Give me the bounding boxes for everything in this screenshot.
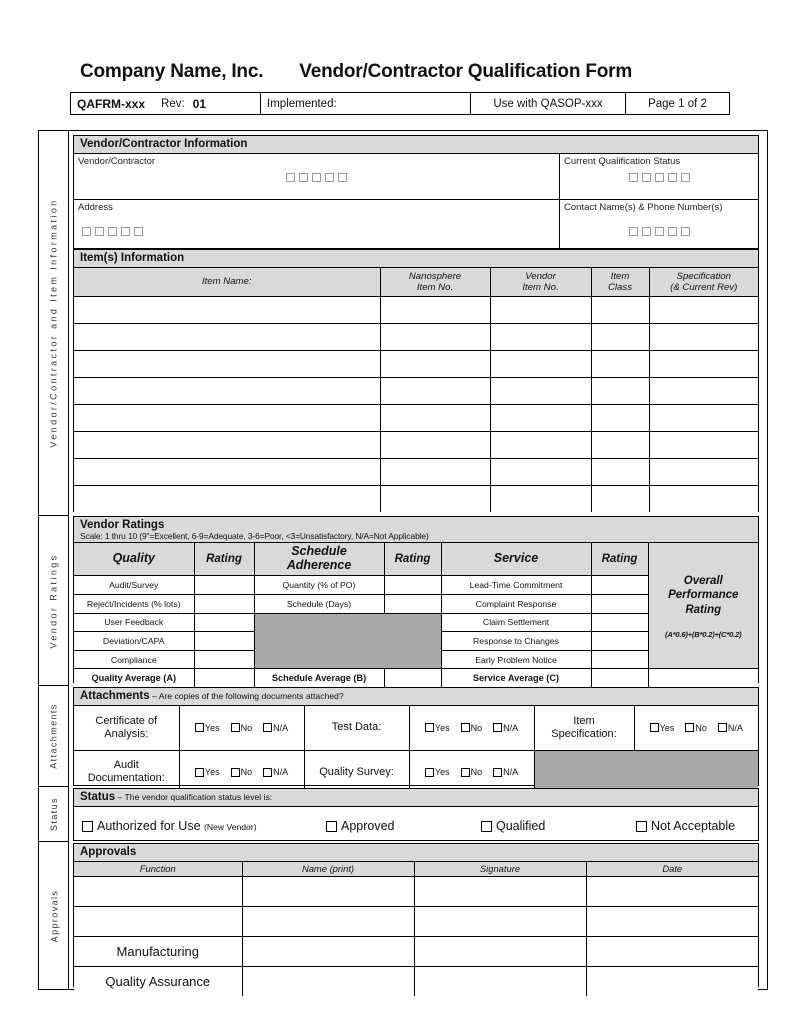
approval-signature-2[interactable] [414, 906, 586, 936]
attachment-choices-certificate-of-analysis [179, 706, 304, 750]
checkbox-coa-no[interactable] [231, 723, 253, 733]
placeholder-box [655, 227, 664, 236]
approval-signature-1[interactable] [414, 876, 586, 906]
schedule-average-label: Schedule Average (B) [254, 669, 384, 688]
checkbox-testdata-na[interactable] [493, 723, 518, 733]
items-col-item-class: Item Class [591, 268, 649, 296]
rail-segment-vendor-item [39, 131, 69, 516]
checkbox-label: No [470, 722, 483, 733]
vendor-information-heading: Vendor/Contractor Information [74, 136, 758, 154]
cell-vendor-no[interactable] [490, 431, 591, 458]
attachments-heading [74, 688, 758, 706]
schedule-average-input[interactable] [384, 669, 441, 688]
checkbox-itemspec-yes[interactable] [650, 723, 675, 733]
ratings-col-schedule-rating: Rating [384, 543, 441, 576]
page-number-label: Page 1 of 2 [648, 97, 707, 110]
cell-vendor-no[interactable] [490, 485, 591, 512]
checkbox-label: Yes [659, 722, 675, 733]
page-title [80, 58, 730, 86]
cell-item-class[interactable] [591, 350, 649, 377]
vendor-ratings-heading [74, 517, 758, 543]
cell-specification[interactable] [649, 377, 758, 404]
checkbox-label: N/A [503, 722, 519, 733]
table-row[interactable] [74, 404, 758, 431]
ratings-averages-row [74, 669, 758, 688]
checkbox-icon[interactable] [326, 821, 337, 832]
status-option-qualified[interactable] [481, 819, 636, 833]
placeholder-box [312, 173, 321, 182]
status-heading-text: Status [80, 791, 116, 803]
checkbox-label: Yes [434, 767, 450, 778]
form-sections-column [69, 131, 767, 989]
section-vendor-information [73, 135, 759, 249]
cell-vendor-no[interactable] [490, 350, 591, 377]
service-criterion-early-problem-notice: Early Problem Notice [441, 650, 591, 669]
attachments-heading-text: Attachments [80, 690, 150, 702]
company-name: Company Name, Inc. [80, 61, 264, 82]
placeholder-box [325, 173, 334, 182]
approval-function-quality-assurance: Quality Assurance [74, 966, 242, 996]
checkbox-icon[interactable] [493, 723, 502, 732]
implemented-label: Implemented: [267, 97, 337, 110]
checkbox-audit-no[interactable] [231, 767, 253, 777]
revision-label: Rev: [161, 97, 185, 110]
approval-function-1[interactable] [74, 876, 242, 906]
rail-segment-status [39, 787, 69, 842]
attachment-label-certificate-of-analysis: Certificate of Analysis: [74, 706, 179, 750]
ratings-col-schedule-adherence: Schedule Adherence [254, 543, 384, 576]
approval-name-1[interactable] [242, 876, 414, 906]
checkbox-icon[interactable] [195, 723, 204, 732]
items-table [74, 268, 758, 512]
cell-item-class[interactable] [591, 323, 649, 350]
attachment-label-test-data: Test Data: [304, 706, 409, 750]
form-body-frame [38, 130, 768, 990]
attachment-label-quality-survey: Quality Survey: [304, 750, 409, 794]
revision-value: 01 [192, 96, 207, 111]
cell-item-class[interactable] [591, 485, 649, 512]
attachments-heading-sub: – Are copies of the following documents attached? [149, 691, 344, 701]
quality-average-input[interactable] [194, 669, 254, 688]
checkbox-icon[interactable] [263, 768, 272, 777]
cell-item-name[interactable] [74, 404, 380, 431]
quality-rating-input-2[interactable] [194, 594, 254, 613]
placeholder-box [134, 227, 143, 236]
checkbox-icon[interactable] [636, 821, 647, 832]
cell-nanosphere-no[interactable] [380, 323, 490, 350]
cell-nanosphere-no[interactable] [380, 458, 490, 485]
service-average-label: Service Average (C) [441, 669, 591, 688]
vendor-information-grid [74, 154, 758, 250]
rail-label-vendor-ratings: Vendor Ratings [49, 552, 59, 649]
placeholder-box [655, 173, 664, 182]
items-col-item-name: Item Name: [74, 268, 380, 296]
approvals-col-name: Name (print) [242, 862, 414, 876]
placeholder-box [642, 227, 651, 236]
approval-name-2[interactable] [242, 906, 414, 936]
attachment-label-item-specification: Item Specification: [534, 706, 634, 750]
ratings-header-row [74, 543, 758, 576]
vendor-ratings-scale: Scale: 1 thru 10 (9"=Excellent, 6-9=Adequate, 3-6=Poor, <3=Unsatisfactory, N/A=Not Applicable) [80, 530, 429, 541]
use-with-label: Use with QASOP-xxx [493, 97, 603, 110]
overall-performance-rating-cell [648, 543, 758, 669]
schedule-rating-input-1[interactable] [384, 576, 441, 595]
current-qualification-status-field[interactable] [560, 154, 758, 199]
placeholder-box [629, 227, 638, 236]
status-option-label: Authorized for Use (New Vendor) [97, 819, 257, 834]
cell-nanosphere-no[interactable] [380, 485, 490, 512]
status-option-label: Approved [341, 819, 395, 834]
table-row [74, 966, 758, 996]
status-option-authorized-for-use[interactable] [82, 819, 326, 833]
service-rating-input-1[interactable] [591, 576, 648, 595]
section-attachments [73, 687, 759, 786]
page-number-cell [626, 93, 729, 114]
checkbox-label: N/A [503, 767, 519, 778]
checkbox-audit-yes[interactable] [195, 767, 220, 777]
quality-criterion-user-feedback: User Feedback [74, 613, 194, 632]
service-criterion-complaint-response: Complaint Response [441, 594, 591, 613]
table-row[interactable] [74, 377, 758, 404]
vendor-contractor-label: Vendor/Contractor [78, 156, 156, 168]
section-status [73, 788, 759, 841]
checkbox-label: Yes [434, 722, 450, 733]
cell-item-name[interactable] [74, 431, 380, 458]
checkbox-label: No [240, 767, 253, 778]
document-id: QAFRM-xxx [77, 96, 146, 111]
checkbox-label: No [470, 767, 483, 778]
cell-nanosphere-no[interactable] [380, 431, 490, 458]
checkbox-label: N/A [273, 722, 289, 733]
placeholder-box [629, 173, 638, 182]
quality-criterion-reject-incidents: Reject/Incidents (% lots) [74, 594, 194, 613]
attachment-choices-item-specification [634, 706, 758, 750]
checkbox-icon[interactable] [231, 768, 240, 777]
placeholder-box [668, 227, 677, 236]
checkbox-testdata-yes[interactable] [425, 723, 450, 733]
quality-rating-input-3[interactable] [194, 613, 254, 632]
checkbox-qsurvey-no[interactable] [461, 767, 483, 777]
rail-segment-approvals [39, 842, 69, 989]
address-field[interactable] [74, 200, 560, 250]
document-header-bar [70, 92, 730, 115]
checkbox-icon[interactable] [685, 723, 694, 732]
cell-item-class[interactable] [591, 296, 649, 323]
cell-item-class[interactable] [591, 404, 649, 431]
schedule-criterion-quantity: Quantity (% of PO) [254, 576, 384, 595]
checkbox-itemspec-na[interactable] [718, 723, 743, 733]
cell-vendor-no[interactable] [490, 323, 591, 350]
status-heading [74, 789, 758, 807]
table-row[interactable] [74, 296, 758, 323]
placeholder-box [338, 173, 347, 182]
cell-vendor-no[interactable] [490, 377, 591, 404]
quality-criterion-deviation-capa: Deviation/CAPA [74, 632, 194, 651]
document-id-cell [71, 93, 261, 114]
placeholder-box [82, 227, 91, 236]
status-heading-sub: – The vendor qualification status level is: [115, 792, 273, 802]
placeholder-box [681, 227, 690, 236]
cell-specification[interactable] [649, 350, 758, 377]
overall-performance-rating-title: Overall Performance Rating [668, 574, 739, 616]
rail-label-status: Status [49, 797, 60, 831]
use-with-cell [471, 93, 626, 114]
items-table-body [74, 296, 758, 512]
cell-nanosphere-no[interactable] [380, 350, 490, 377]
service-criterion-lead-time: Lead-Time Commitment [441, 576, 591, 595]
cell-nanosphere-no[interactable] [380, 296, 490, 323]
checkbox-label: N/A [273, 767, 289, 778]
approvals-table [74, 862, 758, 996]
section-approvals [73, 843, 759, 987]
approval-signature-manufacturing[interactable] [414, 936, 586, 966]
address-label: Address [78, 202, 113, 214]
service-criterion-response-to-changes: Response to Changes [441, 632, 591, 651]
attachments-table [74, 706, 758, 794]
contact-placeholder-boxes [564, 227, 754, 236]
quality-rating-input-4[interactable] [194, 632, 254, 651]
checkbox-coa-yes[interactable] [195, 723, 220, 733]
items-col-nanosphere-item-no: Nanosphere Item No. [380, 268, 490, 296]
approval-signature-quality-assurance[interactable] [414, 966, 586, 996]
service-rating-input-2[interactable] [591, 594, 648, 613]
placeholder-box [668, 173, 677, 182]
cell-item-name[interactable] [74, 458, 380, 485]
overall-rating-input[interactable] [648, 669, 758, 688]
table-row [74, 876, 758, 906]
table-row[interactable] [74, 431, 758, 458]
status-option-not-acceptable[interactable] [636, 819, 735, 833]
approval-function-2[interactable] [74, 906, 242, 936]
cell-item-name[interactable] [74, 296, 380, 323]
quality-average-label: Quality Average (A) [74, 669, 194, 688]
cell-vendor-no[interactable] [490, 296, 591, 323]
placeholder-box [642, 173, 651, 182]
checkbox-icon[interactable] [650, 723, 659, 732]
vendor-contractor-field[interactable] [74, 154, 560, 199]
approvals-col-function: Function [74, 862, 242, 876]
approval-name-quality-assurance[interactable] [242, 966, 414, 996]
contact-field[interactable] [560, 200, 758, 250]
vendor-information-row-1 [74, 154, 758, 200]
items-table-header-row [74, 268, 758, 296]
implemented-field[interactable] [261, 93, 471, 114]
ratings-col-service: Service [441, 543, 591, 576]
placeholder-box [121, 227, 130, 236]
service-rating-input-4[interactable] [591, 632, 648, 651]
cell-item-class[interactable] [591, 458, 649, 485]
quality-criterion-compliance: Compliance [74, 650, 194, 669]
checkbox-qsurvey-na[interactable] [493, 767, 518, 777]
approvals-heading: Approvals [74, 844, 758, 862]
vendor-information-row-2 [74, 200, 758, 250]
cell-item-name[interactable] [74, 377, 380, 404]
cell-vendor-no[interactable] [490, 458, 591, 485]
approval-date-2[interactable] [586, 906, 758, 936]
vendor-ratings-heading-text: Vendor Ratings [80, 519, 165, 531]
overall-performance-formula: (A*0.6)+(B*0.2)+(C*0.2) [665, 630, 742, 639]
contact-label: Contact Name(s) & Phone Number(s) [564, 202, 723, 214]
checkbox-label: Yes [204, 722, 220, 733]
checkbox-testdata-no[interactable] [461, 723, 483, 733]
items-information-heading: Item(s) Information [74, 250, 758, 268]
cell-item-name[interactable] [74, 485, 380, 512]
attachments-row-1 [74, 706, 758, 750]
quality-criterion-audit-survey: Audit/Survey [74, 576, 194, 595]
items-col-specification: Specification (& Current Rev) [649, 268, 758, 296]
checkbox-audit-na[interactable] [263, 767, 288, 777]
cell-specification[interactable] [649, 485, 758, 512]
checkbox-coa-na[interactable] [263, 723, 288, 733]
service-rating-input-3[interactable] [591, 613, 648, 632]
quality-rating-input-1[interactable] [194, 576, 254, 595]
vendor-contractor-placeholder-boxes [78, 173, 555, 182]
approval-name-manufacturing[interactable] [242, 936, 414, 966]
table-row[interactable] [74, 485, 758, 512]
section-rail [39, 131, 69, 989]
service-criterion-claim-settlement: Claim Settlement [441, 613, 591, 632]
placeholder-box [286, 173, 295, 182]
cell-specification[interactable] [649, 458, 758, 485]
placeholder-box [108, 227, 117, 236]
cell-item-class[interactable] [591, 377, 649, 404]
status-option-label: Qualified [496, 819, 546, 834]
checkbox-icon[interactable] [718, 723, 727, 732]
status-option-approved[interactable] [326, 819, 481, 833]
approval-date-quality-assurance[interactable] [586, 966, 758, 996]
form-title: Vendor/Contractor Qualification Form [299, 61, 633, 82]
cell-item-name[interactable] [74, 350, 380, 377]
cell-specification[interactable] [649, 296, 758, 323]
rail-label-attachments: Attachments [49, 703, 59, 769]
section-items-information [73, 249, 759, 512]
approvals-header-row [74, 862, 758, 876]
cell-nanosphere-no[interactable] [380, 404, 490, 431]
approval-date-1[interactable] [586, 876, 758, 906]
checkbox-icon[interactable] [493, 768, 502, 777]
checkbox-icon[interactable] [425, 723, 434, 732]
checkbox-itemspec-no[interactable] [685, 723, 707, 733]
cell-specification[interactable] [649, 323, 758, 350]
checkbox-icon[interactable] [231, 723, 240, 732]
checkbox-label: No [240, 722, 253, 733]
checkbox-icon[interactable] [263, 723, 272, 732]
section-vendor-ratings [73, 516, 759, 683]
address-placeholder-boxes [78, 227, 555, 236]
schedule-criterion-schedule-days: Schedule (Days) [254, 594, 384, 613]
current-qualification-status-label: Current Qualification Status [564, 156, 681, 168]
checkbox-icon[interactable] [481, 821, 492, 832]
approvals-col-signature: Signature [414, 862, 586, 876]
placeholder-box [681, 173, 690, 182]
rail-label-approvals: Approvals [49, 889, 59, 942]
status-option-label: Not Acceptable [651, 819, 736, 834]
checkbox-icon[interactable] [425, 768, 434, 777]
approvals-col-date: Date [586, 862, 758, 876]
schedule-rating-input-2[interactable] [384, 594, 441, 613]
qualification-status-placeholder-boxes [564, 173, 754, 182]
cell-vendor-no[interactable] [490, 404, 591, 431]
attachment-label-audit-documentation: Audit Documentation: [74, 750, 179, 794]
checkbox-label: Yes [204, 767, 220, 778]
rail-segment-vendor-ratings [39, 516, 69, 686]
attachment-choices-test-data [409, 706, 534, 750]
table-row[interactable] [74, 458, 758, 485]
table-row [74, 906, 758, 936]
ratings-col-quality-rating: Rating [194, 543, 254, 576]
checkbox-icon[interactable] [82, 821, 93, 832]
service-rating-input-5[interactable] [591, 650, 648, 669]
service-average-input[interactable] [591, 669, 648, 688]
items-col-vendor-item-no: Vendor Item No. [490, 268, 591, 296]
cell-nanosphere-no[interactable] [380, 377, 490, 404]
table-row[interactable] [74, 350, 758, 377]
checkbox-icon[interactable] [195, 768, 204, 777]
cell-specification[interactable] [649, 404, 758, 431]
cell-specification[interactable] [649, 431, 758, 458]
table-row[interactable] [74, 323, 758, 350]
checkbox-label: N/A [727, 722, 743, 733]
table-row [74, 936, 758, 966]
cell-item-class[interactable] [591, 431, 649, 458]
ratings-col-service-rating: Rating [591, 543, 648, 576]
checkbox-icon[interactable] [461, 768, 470, 777]
checkbox-label: No [695, 722, 707, 733]
approval-date-manufacturing[interactable] [586, 936, 758, 966]
schedule-blocked-area [254, 613, 441, 669]
vendor-ratings-table [74, 543, 758, 688]
checkbox-icon[interactable] [461, 723, 470, 732]
checkbox-qsurvey-yes[interactable] [425, 767, 450, 777]
rail-label-vendor-item: Vendor/Contractor and Item Information [49, 198, 60, 448]
ratings-col-quality: Quality [74, 543, 194, 576]
placeholder-box [95, 227, 104, 236]
cell-item-name[interactable] [74, 323, 380, 350]
quality-rating-input-5[interactable] [194, 650, 254, 669]
status-options-row [74, 807, 758, 845]
rail-segment-attachments [39, 686, 69, 787]
approval-function-manufacturing: Manufacturing [74, 936, 242, 966]
placeholder-box [299, 173, 308, 182]
